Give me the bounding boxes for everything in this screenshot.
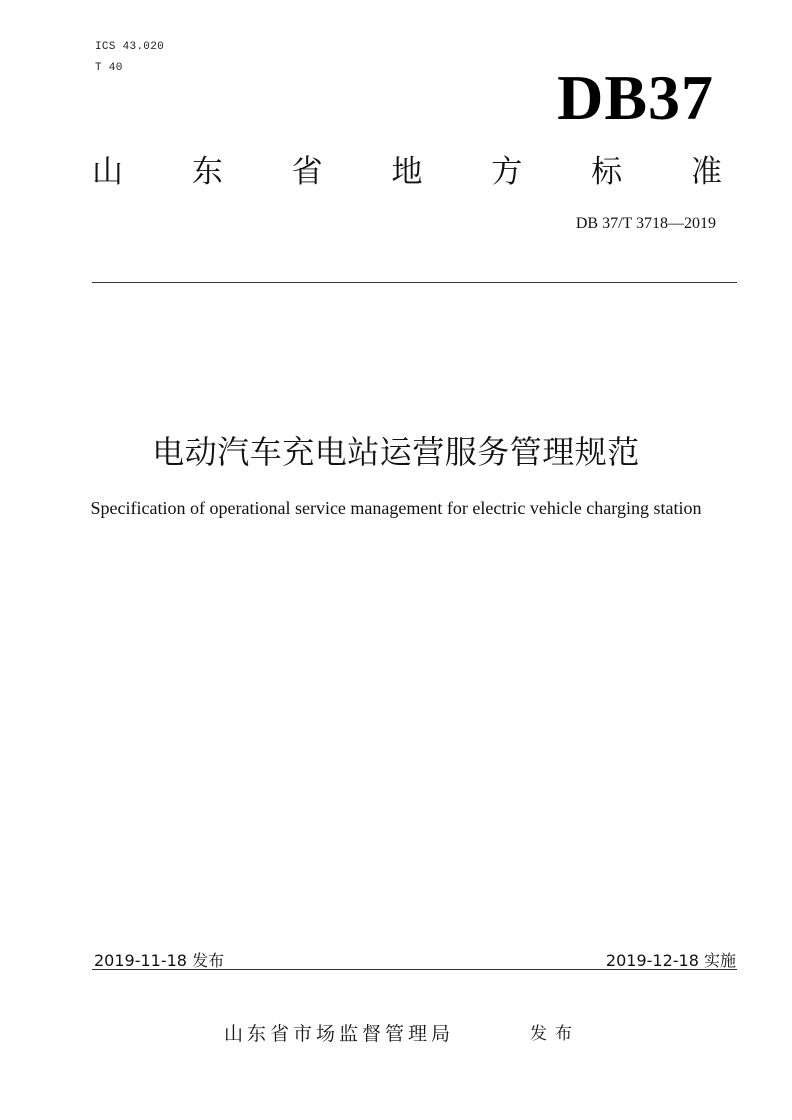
standard-kind-char: 山: [92, 154, 123, 190]
standard-kind: [92, 152, 722, 192]
standard-number: DB 37/T 3718—2019: [575, 215, 716, 232]
standard-kind-char: 省: [291, 154, 323, 190]
standard-kind-char: 方: [491, 154, 523, 190]
ics-code: ICS 43.020: [95, 41, 165, 53]
standard-kind-char: 东: [191, 154, 223, 190]
standard-kind-char: 标: [591, 154, 623, 190]
issue-label: 发布: [530, 1024, 580, 1044]
classification-code: T 40: [95, 62, 123, 74]
implement-date: 2019-12-18 实施: [605, 951, 736, 970]
standard-kind-char: 地: [391, 154, 423, 190]
db-code-logo: DB37: [557, 62, 714, 133]
issuing-authority: 山东省市场监督管理局: [224, 1023, 455, 1045]
header-divider: [92, 282, 737, 283]
title-english: Specification of operational service management for electric vehicle charging station: [90, 498, 702, 518]
publish-date: 2019-11-18 发布: [94, 951, 225, 970]
title-chinese: 电动汽车充电站运营服务管理规范: [152, 433, 640, 471]
standard-kind-char: 准: [690, 154, 722, 190]
footer-divider: [92, 969, 737, 970]
